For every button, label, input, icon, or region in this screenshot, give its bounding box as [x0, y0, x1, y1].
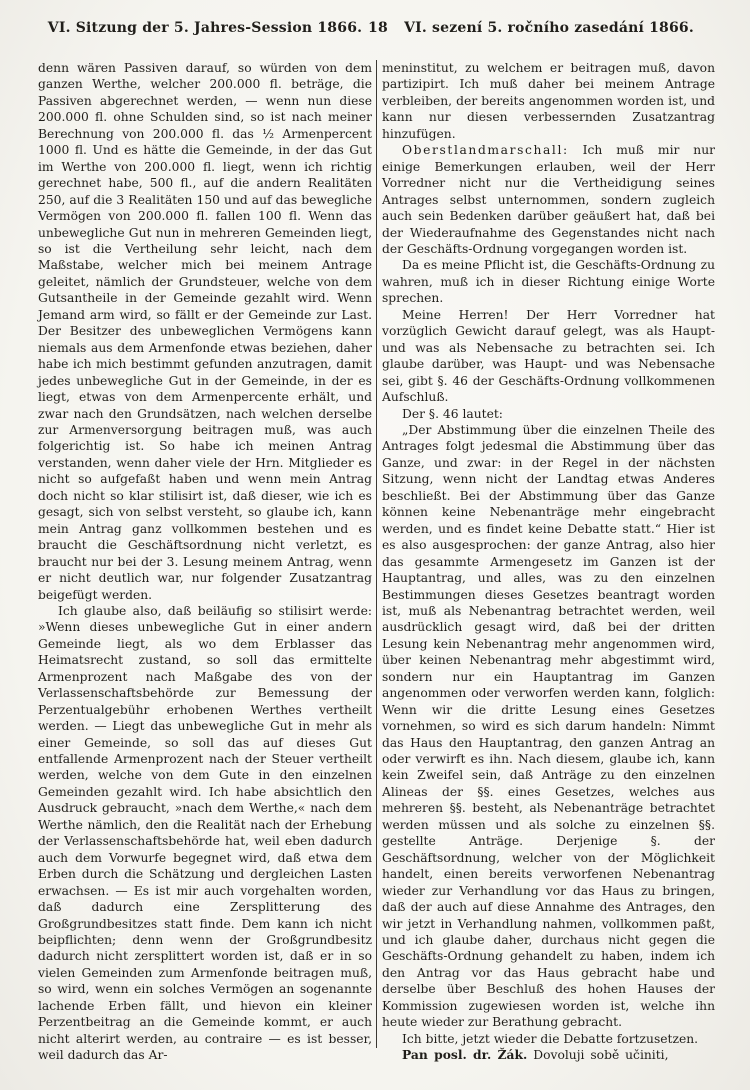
paragraph: Ich bitte, jetzt wieder die Debatte fortzusetzen. [402, 1031, 699, 1046]
speaker-name: Pan posl. dr. Žák. [402, 1047, 528, 1063]
header-right-title: VI. sezení 5. ročního zasedání 1866. [404, 20, 694, 36]
paragraph: Meine Herren! Der Herr Vorredner hat vorzüglich Gewicht darauf gelegt, was als Haupt- und was als Nebensache zu betrachten sei. Ich glaube darüber, was Haupt- und was Nebensache sei, gibt §. 46 der Geschäfts-Ordnung vollkommenen Aufschluß. [382, 307, 715, 405]
paragraph [382, 1047, 715, 1063]
right-column [377, 60, 715, 1063]
speech-text: Dovoluji sobě učiniti, [533, 1048, 669, 1063]
paragraph: „Der Abstimmung über die einzelnen Theile des Antrages folgt jedesmal die Abstimmung über das Ganze, und zwar: in der Regel in der nächsten Sitzung, wenn nicht der Landtag etwas Anderes beschließt. Bei der Abstimmung über das Ganze können keine Nebenanträge mehr eingebracht werden, und es findet keine Debatte statt.“ Hier ist es also ausgesprochen: der ganze Antrag, also hier das gesammte Armengesetz im Ganzen ist der Hauptantrag, und alles, was zu den einzelnen Bestimmungen dieses Gesetzes beantragt worden ist, muß als Nebenantrag betrachtet werden, weil ausdrücklich gesagt wird, daß bei der dritten Lesung kein Nebenantrag mehr angenommen wird, über keinen Nebenantrag mehr abgestimmt wird, sondern nur ein Hauptantrag im Ganzen angenommen oder verworfen werden kann, folglich: Wenn wir die dritte Lesung eines Gesetzes vornehmen, so wird es sich darum handeln: Nimmt das Haus den Hauptantrag, den ganzen Antrag an oder verwirft es ihn. Nach diesem, glaube ich, kann kein Zweifel sein, daß Anträge zu den einzelnen Alineas der §§. eines Gesetzes, welches aus mehreren §§. besteht, als Nebenanträge betrachtet werden müssen und als solche zu einzelnen §§. gestellte Anträge. Derjenige §. der Geschäftsordnung, welcher von der Möglichkeit handelt, einen bereits verworfenen Nebenantrag wieder zur Verhandlung vor das Haus zu bringen, daß der auch auf diese Annahme des Antrages, den wir jetzt in Verhandlung nahmen, vollkommen paßt, und ich glaube daher, durchaus nicht gegen die Geschäfts-Ordnung gehandelt zu haben, indem ich den Antrag vor das Haus gebracht habe und derselbe über Beschluß des hohen Hauses der Kommission zugewiesen worden ist, welche ihn heute wieder zur Berathung gebracht. [382, 422, 715, 1030]
speech-text: Ich muß mir nur einige Bemerkungen erlauben, weil der Herr Vorredner nicht nur die Vertheidigung seines Antrages selbst unternommen, sondern zugleich auch sein Bedenken darüber geäußert hat, daß bei der Wiederaufnahme des Gegenstandes nicht nach der Geschäfts-Ordnung vorgegangen worden ist. [382, 143, 715, 256]
paragraph: denn wären Passiven darauf, so würden von dem ganzen Werthe, welcher 200.000 fl. beträge, die Passiven abgerechnet werden, — wenn nun diese 200.000 fl. ohne Schulden sind, so ist nach meiner Berechnung von 200.000 fl. das ½ Armenpercent 1000 fl. Und es hätte die Gemeinde, in der das Gut im Werthe von 200.000 fl. liegt, wenn ich richtig gerechnet habe, 500 fl., auf die andern Realitäten 250, auf die 3 Realitäten 150 und auf das bewegliche Vermögen von 200.000 fl. fallen 100 fl. Wenn das unbewegliche Gut nun in mehreren Gemeinden liegt, so ist die Vertheilung sehr leicht, nach dem Maßstabe, welcher mich bei meinem Antrage geleitet, nämlich der Grundsteuer, welche von dem Gutsantheile in der Gemeinde gezahlt wird. Wenn Jemand arm wird, so fällt er der Gemeinde zur Last. Der Besitzer des unbeweglichen Vermögens kann niemals aus dem Armenfonde etwas beziehen, daher habe ich mich bestimmt gefunden anzutragen, damit jedes unbewegliche Gut in der Gemeinde, in der es liegt, etwas von dem Armenpercente erhält, und zwar nach den Grundsätzen, nach welchen derselbe zur Armenversorgung beitragen muß, was auch folgerichtig ist. So habe ich meinen Antrag verstanden, wenn daher viele der Hrn. Mitglieder es nicht so aufgefaßt haben und wenn mein Antrag doch nicht so klar stilisirt ist, daß dieser, wie ich es gesagt, sich von selbst versteht, so glaube ich, kann mein Antrag ganz vollkommen bestehen und es braucht die Geschäftsordnung nicht verletzt, es braucht nur bei der 3. Lesung meinem Antrag, wenn er nicht deutlich war, nur folgender Zusatzantrag beigefügt werden. [38, 61, 372, 602]
paragraph: Ich glaube also, daß beiläufig so stilisirt werde: »Wenn dieses unbewegliche Gut in einer andern Gemeinde liegt, als wo dem Erblasser das Heimatsrecht zustand, so soll das ermittelte Armenprozent nach Maßgabe des von der Verlassenschaftsbehörde zur Bemessung der Perzentualgebühr erhobenen Werthes vertheilt werden. — Liegt das unbewegliche Gut in mehr als einer Gemeinde, so soll das auf dieses Gut entfallende Armenprozent nach der Steuer vertheilt werden, welche von dem Gute in den einzelnen Gemeinden gezahlt wird. Ich habe absichtlich den Ausdruck gebraucht, »nach dem Werthe,« nach dem Werthe nämlich, den die Realität nach der Erhebung der Verlassenschaftsbehörde hat, weil eben dadurch auch dem Vorwurfe begegnet wird, daß etwa dem Erben durch die Schätzung und dergleichen Lasten erwachsen. — Es ist mir auch vorgehalten worden, daß dadurch eine Zersplitterung des Großgrundbesitzes statt finde. Dem kann ich nicht beipflichten; denn wenn der Großgrundbesitz dadurch nicht zersplittert worden ist, daß er in so vielen Gemeinden zum Armenfonde beitragen muß, so wird, wenn ein solches Vermögen an sogenannte lachende Erben fällt, und hievon ein kleiner Perzentbeitrag an die Gemeinde kommt, er auch nicht alterirt werden, au contraire — es ist besser, weil dadurch das Ar- [38, 603, 372, 1063]
text-columns [38, 60, 716, 1063]
paragraph: Der §. 46 lautet: [402, 406, 503, 421]
speaker-name: Oberstlandmarschall: [402, 143, 569, 158]
left-column [38, 60, 376, 1063]
header-left-title: VI. Sitzung der 5. Jahres-Session 1866. [47, 20, 363, 36]
page-number: 18 [368, 20, 388, 36]
page-header [38, 20, 716, 36]
paragraph: meninstitut, zu welchem er beitragen muß, davon partizipirt. Ich muß daher bei meinem Antrage verbleiben, der bereits angenommen worden ist, und kann nur diesen verbessernden Zusatzantrag hinzufügen. [382, 61, 715, 141]
paragraph [382, 142, 715, 257]
paragraph: Da es meine Pflicht ist, die Geschäfts-Ordnung zu wahren, muß ich in dieser Richtung einige Worte sprechen. [382, 258, 715, 306]
